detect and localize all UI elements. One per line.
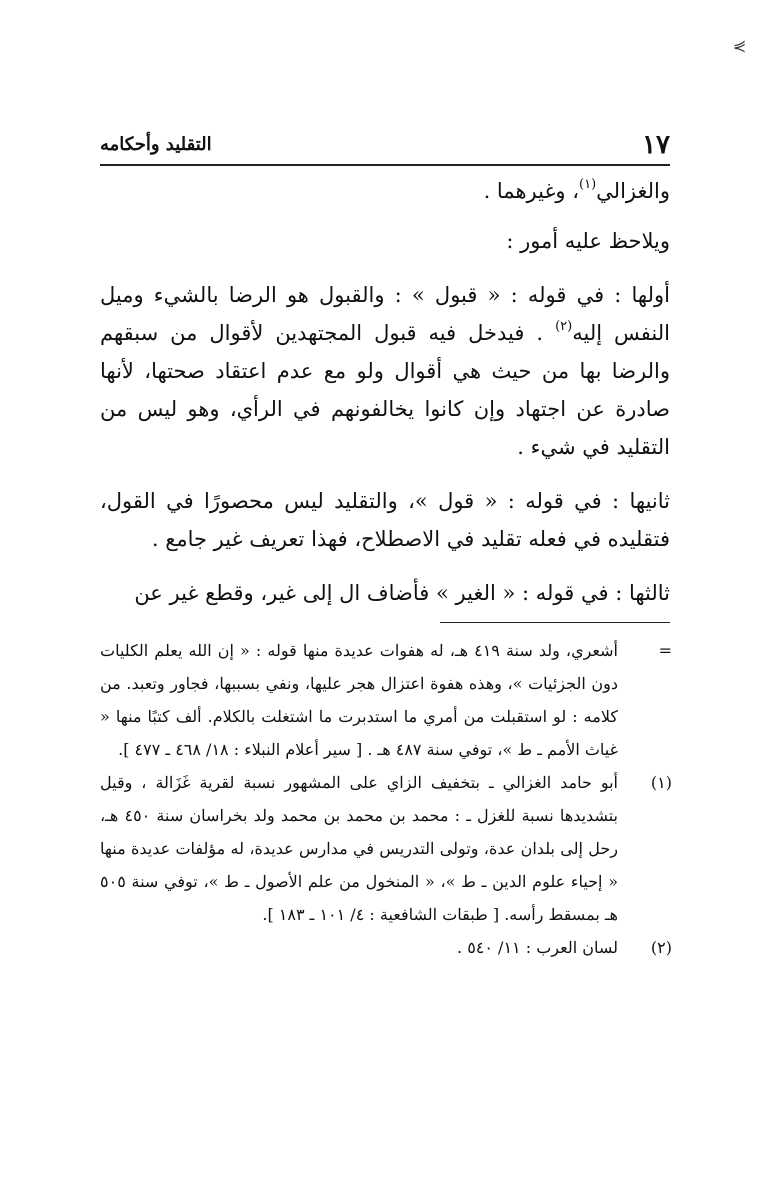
footnote-text: أبو حامد الغزالي ـ بتخفيف الزاي على المشهور نسبة لقرية غَزَالة ، وقيل بتشديدها نسبة للغزل ـ : محمد بن محمد بن محمد ولد بخراسان سنة ٤٥٠ هـ، رحل إلى بلدان عدة، وتولى التدريس في مدارس عديدة، له مؤلفات عديدة منها « إحياء علوم الدين ـ ط »، « المنخول من علم الأصول ـ ط »، توفي سنة ٥٠٥ هـ بمسقط رأسه. [ طبقات الشافعية : ٤/ ١٠١ ـ ١٨٣ ].	[100, 773, 619, 924]
corner-mark: ⋞	[733, 36, 747, 55]
p3-part-b: . فيدخل فيه قبول المجتهدين لأقوال من سبقهم والرضا بها من حيث هي أقوال ولو مع عدم اعتقاد صحتها، لأنها صادرة عن اجتهاد وإن كانوا يخالفونهم في الرأي، وهو ليس من التقليد في شيء .	[100, 321, 670, 459]
footnote-continued	[100, 634, 672, 766]
page-header	[100, 128, 670, 162]
paragraph-3	[100, 276, 670, 466]
footnote-ref-2: (٢)	[555, 319, 573, 334]
p1-text: والغزالي	[596, 179, 670, 203]
footnote-separator	[440, 622, 670, 623]
footnote-1	[100, 766, 672, 931]
footnote-text: أشعري، ولد سنة ٤١٩ هـ، له هفوات عديدة منها قوله : « إن الله يعلم الكليات دون الجزئيات »، وهذه هفوة اعتزال هجر عليها، ونفي بسببها، فجاور وتعبد. من كلامه : لو استقبلت من أمري ما استدبرت ما اشتغلت بالكلام. ألف كتبًا منها « غياث الأمم ـ ط »، توفي سنة ٤٨٧ هـ . [ سير أعلام النبلاء : ١٨/ ٤٦٨ ـ ٤٧٧ ].	[100, 641, 619, 759]
paragraph-1	[100, 172, 670, 210]
footnote-ref-1: (١)	[579, 177, 597, 192]
footnote-marker: (٢)	[650, 938, 672, 957]
footnote-marker: (١)	[650, 773, 672, 792]
paragraph-5: ثالثها : في قوله : « الغير » فأضاف ال إلى غير، وقطع غير عن	[134, 581, 670, 605]
paragraph-2: ويلاحظ عليه أمور :	[506, 229, 670, 253]
footnote-marker: =	[658, 641, 672, 660]
header-rule	[100, 164, 670, 166]
running-title: التقليد وأحكامه	[100, 134, 212, 155]
p3-part-a: أولها : في قوله : « قبول » : والقبول هو الرضا بالشيء وميل النفس إليه	[100, 283, 670, 345]
footnotes	[100, 634, 672, 964]
paragraph-4: ثانيها : في قوله : « قول »، والتقليد ليس محصورًا في القول، فتقليده في فعله تقليد في الاصطلاح، فهذا تعريف غير جامع .	[100, 489, 670, 551]
page-number: ١٧	[642, 130, 670, 160]
footnote-2	[100, 931, 672, 964]
main-text	[100, 172, 670, 628]
footnote-text: لسان العرب : ١١/ ٥٤٠ .	[457, 938, 618, 957]
p1-rest: ، وغيرهما .	[483, 179, 580, 203]
